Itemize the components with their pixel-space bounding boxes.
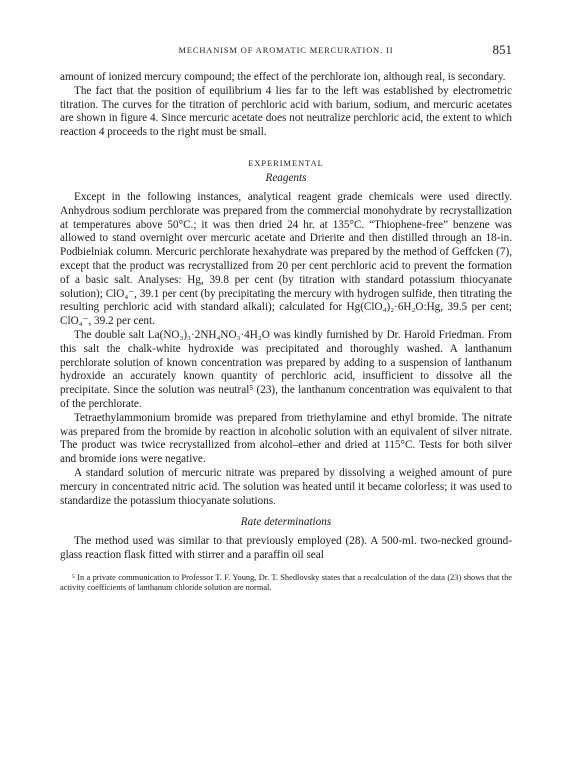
experimental-heading: EXPERIMENTAL	[248, 158, 324, 168]
page-header	[60, 44, 512, 58]
reagents-heading: Reagents	[265, 171, 307, 184]
rate-determinations-heading: Rate determinations	[240, 516, 332, 529]
titration-paragraph: The fact that the position of equilibrium 4 lies far to the left was established by electrometric titration. The curves for the titration of perchloric acid with barium, sodium, and mercuric acetates are shown in figure 4. Since mercuric acetate does not neutralize perchloric acid, the extent to which reaction 4 proceeds to the right must be small.	[60, 84, 512, 139]
mercuric-nitrate-paragraph: A standard solution of mercuric nitrate was prepared by dissolving a weighed amount of pure mercury in concentrated nitric acid. The solution was heated until it became colorless; it was used to standardize the potassium thiocyanate solutions.	[60, 466, 512, 507]
tetraethylammonium-paragraph: Tetraethylammonium bromide was prepared from triethylamine and ethyl bromide. The nitrate was prepared from the bromide by reaction in alcoholic solution with an equivalent of silver nitrate. The product was twice recrystallized from alcohol–ether and dried at 115°C. Tests for both silver and bromide ions were negative.	[60, 411, 512, 466]
section-gap	[60, 140, 512, 149]
article-body	[60, 71, 512, 594]
reagents-paragraph: Except in the following instances, analytical reagent grade chemicals were used directly. Anhydrous sodium perchlorate was prepared from the commercial monohydrate by recrystallization at temperatures above 50°C.; it was then dried 24 hr. at 135°C. “Thiophene-free” benzene was allowed to stand overnight over mercuric acetate and Drierite and then distilled through an 18-in. Podbielniak column. Mercuric perchlorate hexahydrate was prepared by the method of Geffcken (7), except that the product was recrystallized from 20 per cent perchloric acid to prevent the formation of a basic salt. Analyses: Hg, 39.8 per cent (by titration with standard potassium thiocyanate solution); ClO₄⁻, 39.1 per cent (by precipitating the mercury with hydrogen sulfide, then titrating the resulting perchloric acid with standard alkali); calculated for Hg(ClO₄)₂·6H₂O:Hg, 39.5 per cent; ClO₄⁻, 39.2 per cent.	[60, 190, 512, 328]
page-number: 851	[492, 42, 512, 57]
continued-paragraph: amount of ionized mercury compound; the effect of the perchlorate ion, although real, is secondary.	[60, 71, 506, 83]
running-head: MECHANISM OF AROMATIC MERCURATION. II	[178, 46, 394, 55]
footnote: ⁵ In a private communication to Professor T. F. Young, Dr. T. Shedlovsky states that a recalculation of the data (23) shows that the activity coefficients of lanthanum chloride solution are normal.	[60, 572, 512, 593]
lanthanum-paragraph: The double salt La(NO₃)₃·2NH₄NO₃·4H₂O was kindly furnished by Dr. Harold Friedman. From this salt the chalk-white hydroxide was precipitated and thoroughly washed. A lanthanum perchlorate solution of known concentration was prepared by adding to a suspension of lanthanum hydroxide an accurately known quantity of perchloric acid, insufficient to dissolve all the precipitate. Since the solution was neutral⁵ (23), the lanthanum concentration was equivalent to that of the perchlorate.	[60, 328, 512, 410]
rate-paragraph: The method used was similar to that previously employed (28). A 500-ml. two-necked ground-glass reaction flask fitted with stirrer and a paraffin oil seal	[60, 535, 512, 562]
